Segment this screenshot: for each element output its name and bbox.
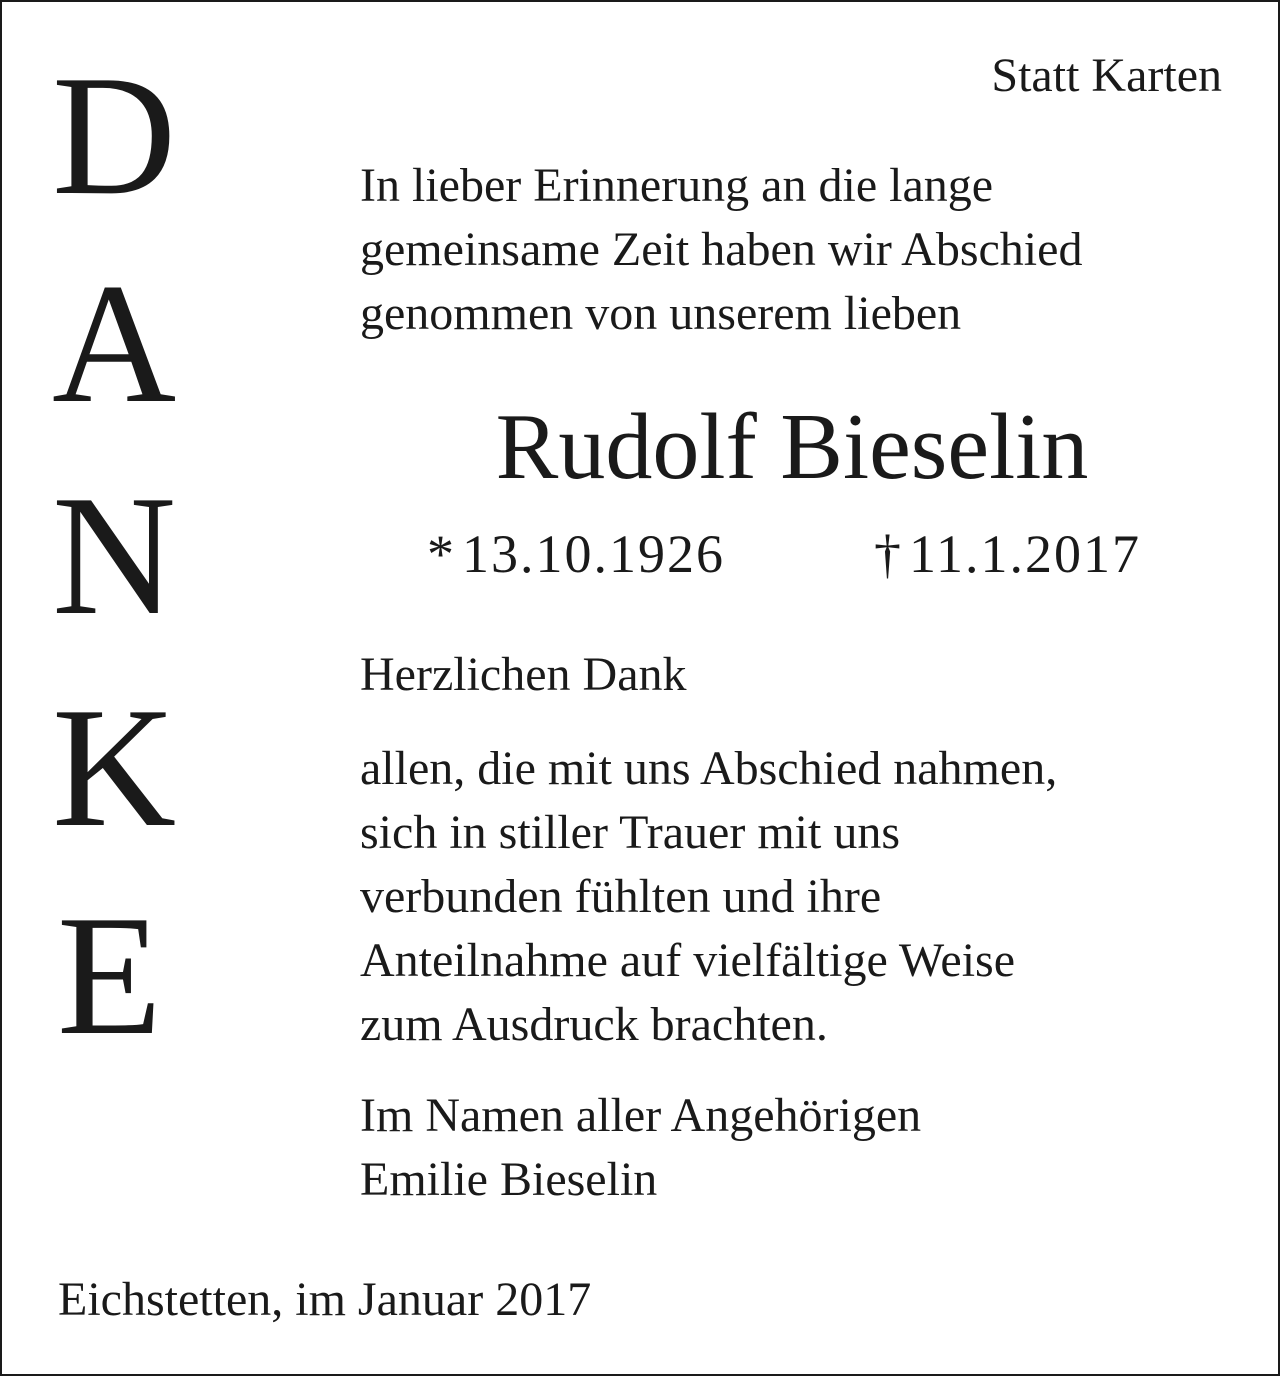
place-date-footer: Eichstetten, im Januar 2017 (58, 1273, 592, 1326)
thanks-heading: Herzlichen Dank (360, 648, 687, 701)
danke-letter-a: A (52, 249, 177, 439)
thanks-line: zum Ausdruck brachten. (360, 998, 828, 1051)
danke-letter-e: E (56, 881, 163, 1071)
deceased-name: Rudolf Bieselin (495, 395, 1089, 499)
signature-name: Emilie Bieselin (360, 1153, 658, 1206)
birth-date-value: 13.10.1926 (462, 524, 725, 584)
death-date (874, 524, 1141, 584)
thanks-paragraph (360, 737, 1240, 1057)
danke-letter-k: K (52, 673, 177, 863)
statt-karten-label: Statt Karten (991, 49, 1222, 102)
thanks-line: verbunden fühlten und ihre (360, 870, 882, 923)
danke-letter-n: N (52, 461, 177, 651)
thanks-line: sich in stiller Trauer mit uns (360, 806, 900, 859)
thanks-line: allen, die mit uns Abschied nahmen, (360, 742, 1058, 795)
signature-block (360, 1084, 1240, 1212)
cross-icon: † (874, 524, 903, 584)
danke-letter-d: D (52, 41, 177, 231)
intro-paragraph (360, 154, 1240, 346)
intro-line: gemeinsame Zeit haben wir Abschied (360, 223, 1083, 276)
intro-line: genommen von unserem lieben (360, 287, 962, 340)
thanks-line: Anteilnahme auf vielfältige Weise (360, 934, 1016, 987)
birth-date (427, 524, 725, 584)
intro-line: In lieber Erinnerung an die lange (360, 159, 994, 212)
death-date-value: 11.1.2017 (909, 524, 1141, 584)
birth-symbol: * (427, 524, 456, 584)
signature-line: Im Namen aller Angehörigen (360, 1089, 922, 1142)
